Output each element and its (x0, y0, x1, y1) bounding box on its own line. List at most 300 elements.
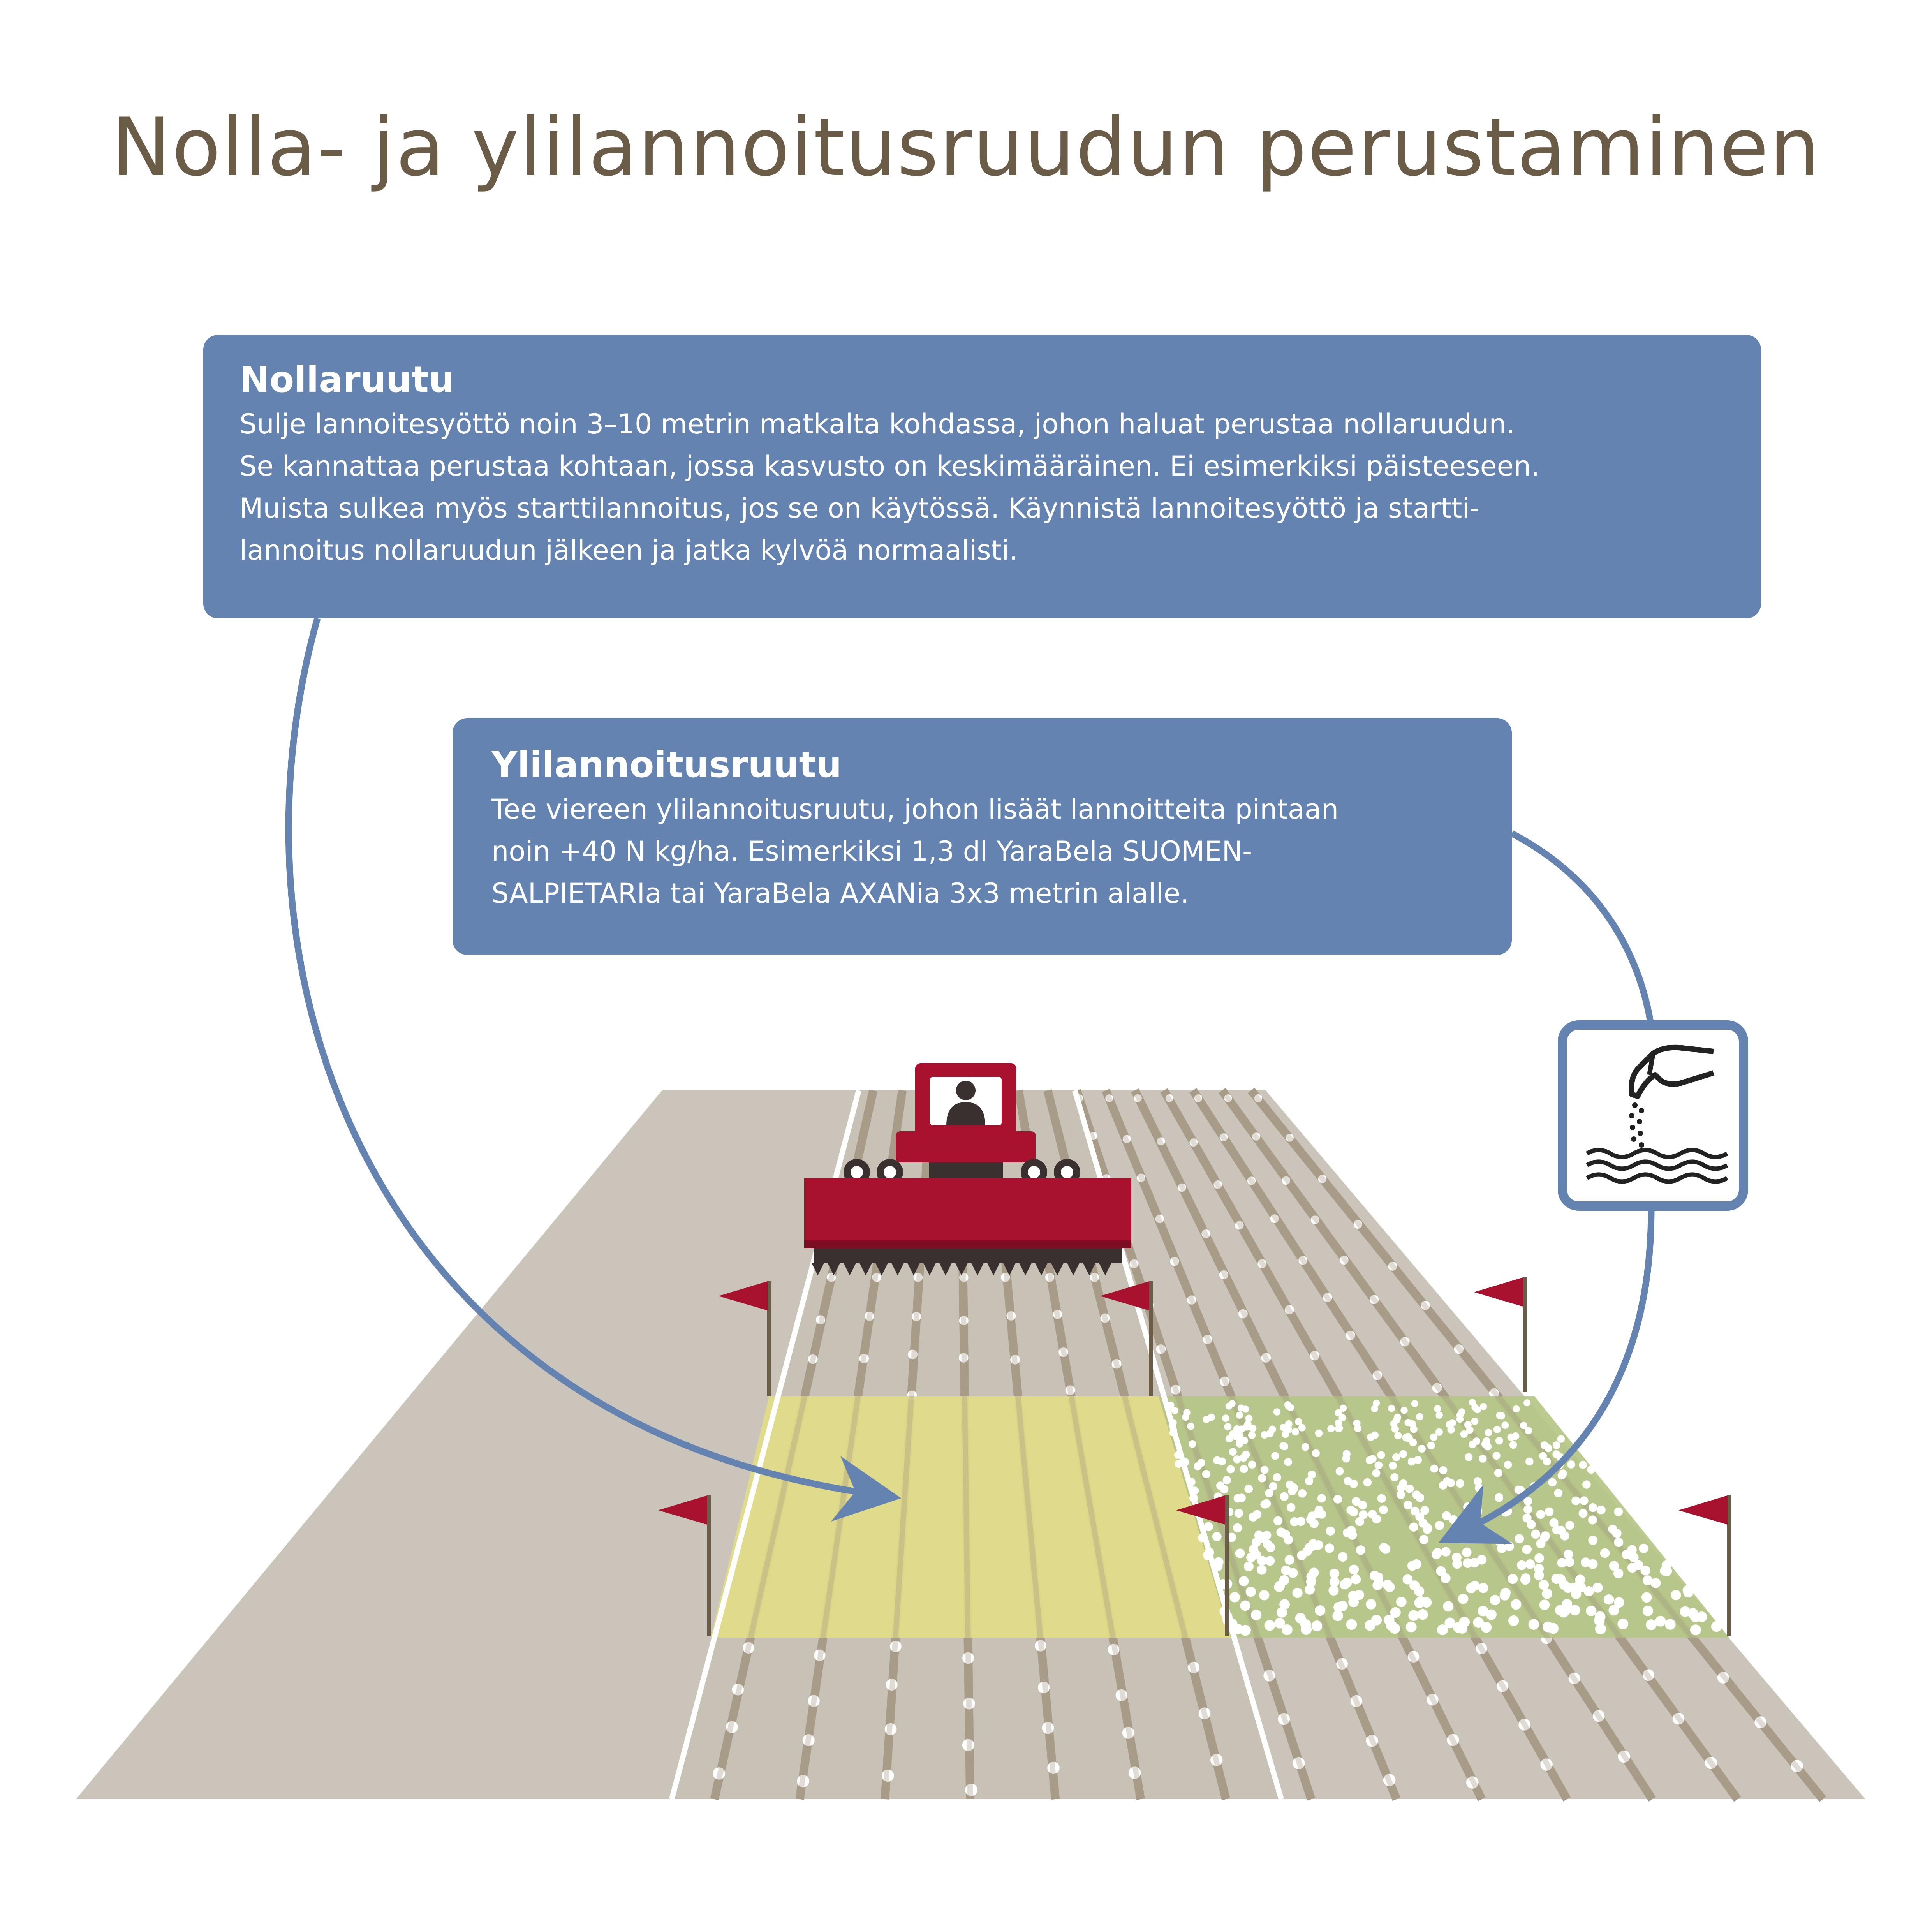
granule (1183, 1409, 1190, 1416)
granule (1534, 1571, 1544, 1581)
granule (1279, 1599, 1290, 1610)
granule (1254, 1530, 1264, 1540)
granule (1548, 1478, 1557, 1487)
granule (1277, 1528, 1287, 1537)
granule (1290, 1484, 1298, 1493)
granule (1248, 1460, 1256, 1469)
granule (1469, 1399, 1476, 1406)
granule (1305, 1477, 1313, 1485)
granule (1560, 1531, 1569, 1541)
granule (1430, 1465, 1438, 1473)
granule (1492, 1452, 1500, 1460)
granule (1495, 1493, 1503, 1502)
granule (1483, 1530, 1492, 1540)
granule (1539, 1580, 1549, 1590)
granule (1229, 1592, 1240, 1602)
granule (1608, 1605, 1619, 1615)
granule (1412, 1490, 1421, 1499)
granule (1411, 1400, 1418, 1407)
granule (1239, 1576, 1249, 1586)
granule (1244, 1485, 1253, 1493)
granule (1404, 1419, 1412, 1426)
granule (1587, 1465, 1595, 1474)
granule (1312, 1509, 1321, 1518)
red-flag-icon (1678, 1495, 1728, 1525)
granule (1466, 1583, 1476, 1593)
granule (1581, 1557, 1590, 1567)
granule (1216, 1481, 1225, 1490)
granule (1593, 1583, 1603, 1593)
granule (1646, 1619, 1657, 1630)
granule (1202, 1470, 1210, 1478)
granule (1495, 1537, 1504, 1546)
granule (1311, 1620, 1322, 1631)
zero-plot-info-box (203, 335, 1761, 618)
granule (1522, 1545, 1532, 1554)
granule (1608, 1525, 1617, 1534)
granule (1542, 1589, 1552, 1599)
granule (1551, 1574, 1561, 1584)
granule (1408, 1610, 1419, 1621)
granule (1262, 1499, 1271, 1508)
granule (1377, 1451, 1385, 1459)
granule (1586, 1606, 1596, 1616)
granule (1237, 1493, 1246, 1502)
granule (1627, 1545, 1636, 1554)
granule (1358, 1501, 1367, 1509)
granule (1302, 1443, 1309, 1451)
granule (1557, 1435, 1565, 1443)
granule (1370, 1571, 1380, 1581)
zero-plot-heading: Nollaruutu (240, 359, 454, 400)
granule (1233, 1523, 1242, 1532)
granule (1521, 1573, 1531, 1583)
granule (1479, 1455, 1486, 1462)
granule (1344, 1477, 1352, 1485)
granule (1490, 1595, 1500, 1605)
granule (1462, 1548, 1472, 1557)
granule (1439, 1466, 1447, 1474)
granule (1567, 1460, 1575, 1469)
granule (1493, 1426, 1501, 1433)
granule (1315, 1605, 1325, 1616)
overfert-plot-text-line: noin +40 N kg/ha. Esimerkiksi 1,3 dl YaraBela SUOMEN- (491, 835, 1252, 867)
granule (1459, 1617, 1470, 1627)
granule (1504, 1461, 1512, 1469)
granule (1236, 1435, 1244, 1443)
granule (1301, 1624, 1312, 1635)
granule (1409, 1523, 1418, 1532)
granule (1415, 1512, 1424, 1521)
granule (1373, 1400, 1380, 1407)
granule (1565, 1521, 1574, 1530)
granule (1466, 1426, 1473, 1434)
granule (1511, 1599, 1522, 1610)
granule (1458, 1529, 1468, 1538)
granule (1442, 1511, 1451, 1520)
granule (1536, 1510, 1545, 1519)
granule (1245, 1415, 1253, 1422)
granule (1553, 1441, 1560, 1449)
granule (1501, 1421, 1509, 1429)
granule (1240, 1465, 1248, 1473)
zero-plot-text-line: Muista sulkea myös starttilannoitus, jos se on käytössä. Käynnistä lannoitesyöttö ja startti- (240, 492, 1480, 524)
granule (1643, 1575, 1653, 1585)
granule (1588, 1536, 1597, 1545)
granule (1315, 1430, 1323, 1437)
granule (1470, 1558, 1479, 1567)
granule (1235, 1509, 1243, 1518)
granule (1554, 1489, 1562, 1497)
granule (1641, 1592, 1652, 1603)
granule (1288, 1568, 1298, 1578)
granule (1383, 1580, 1393, 1590)
granule (1614, 1508, 1623, 1516)
granule (1347, 1526, 1356, 1535)
granule (1222, 1414, 1229, 1422)
granule (1696, 1611, 1707, 1622)
granule (1394, 1432, 1402, 1439)
granule (1447, 1479, 1455, 1487)
granule (1515, 1534, 1524, 1543)
granule (1390, 1473, 1398, 1481)
granule (1265, 1489, 1273, 1497)
granule (1368, 1510, 1377, 1519)
granule (1634, 1560, 1643, 1570)
granule (1419, 1535, 1428, 1544)
granule (1355, 1517, 1364, 1526)
granule (1435, 1428, 1443, 1436)
granule (1618, 1619, 1629, 1629)
granule (1434, 1405, 1441, 1412)
granule (1273, 1473, 1281, 1481)
granule (1261, 1466, 1269, 1474)
granule (1405, 1435, 1413, 1442)
granule (1456, 1412, 1464, 1419)
granule (1282, 1430, 1289, 1438)
granule (1248, 1431, 1256, 1439)
granule (1292, 1588, 1302, 1598)
granule (1249, 1425, 1256, 1432)
granule (1509, 1441, 1517, 1449)
granule (1609, 1561, 1619, 1571)
granule (1389, 1462, 1397, 1470)
granule (1252, 1510, 1261, 1519)
granule (1441, 1547, 1451, 1557)
granule (1444, 1618, 1455, 1629)
granule (1229, 1448, 1237, 1456)
granule (1273, 1408, 1280, 1415)
granule (1443, 1601, 1453, 1611)
granule (1348, 1597, 1359, 1607)
granule (1417, 1609, 1428, 1620)
granule (1235, 1548, 1245, 1558)
granule (1328, 1585, 1338, 1596)
granule (1349, 1565, 1359, 1574)
granule (1508, 1615, 1519, 1626)
granule (1523, 1505, 1532, 1514)
granule (1365, 1620, 1375, 1631)
granule (1257, 1565, 1266, 1574)
granule (1579, 1509, 1588, 1518)
granule (1374, 1461, 1383, 1469)
granule (1452, 1553, 1462, 1562)
granule (1595, 1611, 1605, 1622)
granule (1399, 1450, 1407, 1458)
granule (1436, 1566, 1446, 1576)
overfert-plot-heading: Ylilannoitusruutu (491, 744, 842, 785)
granule (1473, 1507, 1482, 1516)
granule (1371, 1432, 1379, 1439)
granule (1485, 1429, 1492, 1436)
granule (1226, 1435, 1233, 1442)
granule (1203, 1416, 1210, 1423)
granule (1368, 1455, 1376, 1463)
granule (1595, 1624, 1606, 1634)
granule (1527, 1520, 1536, 1529)
granule (1404, 1501, 1412, 1509)
granule (1346, 1619, 1357, 1630)
granule (1279, 1442, 1287, 1450)
granule (1265, 1620, 1275, 1631)
granule (1523, 1399, 1530, 1406)
granule (1284, 1458, 1292, 1466)
granule (1274, 1618, 1285, 1629)
zero-plot-text-line: Se kannattaa perustaa kohtaan, jossa kasvusto on keskimääräinen. Ei esimerkiksi päisteeseen. (240, 450, 1540, 482)
granule (1351, 1574, 1361, 1585)
granule (1543, 1458, 1551, 1466)
granule (1559, 1580, 1569, 1590)
granule (1407, 1561, 1417, 1571)
granule (1335, 1425, 1342, 1432)
granule (1279, 1575, 1289, 1585)
granule (1381, 1544, 1390, 1553)
granule (1189, 1440, 1196, 1448)
granule (1392, 1453, 1400, 1461)
granule (1512, 1432, 1519, 1440)
granule (1525, 1427, 1532, 1434)
granule (1588, 1515, 1597, 1524)
granule (1582, 1480, 1591, 1489)
granule (1388, 1405, 1395, 1412)
granule (1391, 1425, 1399, 1433)
granule (1366, 1599, 1376, 1610)
granule (1496, 1412, 1504, 1419)
page-title: Nolla- ja ylilannoitusruudun perustaminen (111, 101, 1821, 194)
granule (1292, 1428, 1299, 1435)
granule (1639, 1544, 1648, 1553)
granule (1233, 1455, 1241, 1463)
granule (1575, 1574, 1585, 1585)
granule (1261, 1431, 1268, 1439)
overfertilization-plot-info-box (453, 718, 1512, 955)
granule (1327, 1425, 1335, 1432)
granule (1680, 1606, 1691, 1617)
granule (1614, 1537, 1623, 1547)
granule (1406, 1622, 1417, 1633)
granule (1525, 1559, 1535, 1569)
granule (1405, 1485, 1414, 1493)
granule (1508, 1574, 1518, 1584)
granule (1258, 1474, 1266, 1482)
zero-plot-text-line: Sulje lannoitesyöttö noin 3–10 metrin matkalta kohdassa, johon haluat perustaa nollaruudun. (240, 408, 1515, 440)
granule (1213, 1456, 1221, 1465)
granule (1525, 1458, 1534, 1466)
granule (1285, 1555, 1294, 1565)
granule (1403, 1574, 1413, 1585)
overfert-plot-text-line: Tee viereen ylilannoitusruutu, johon lisäät lannoitteita pintaan (491, 793, 1339, 825)
granule (1539, 1600, 1550, 1610)
red-flag-icon (1474, 1277, 1523, 1307)
granule (1558, 1471, 1566, 1479)
granule (1481, 1440, 1489, 1448)
granule (1354, 1425, 1361, 1432)
granule (1435, 1411, 1443, 1419)
granule (1517, 1560, 1527, 1570)
granule (1280, 1492, 1289, 1501)
granule (1400, 1407, 1407, 1414)
granule (1423, 1523, 1432, 1532)
granule (1336, 1467, 1344, 1475)
granule (1465, 1453, 1472, 1461)
granule (1480, 1403, 1487, 1410)
granule (1655, 1616, 1666, 1627)
granule (1249, 1545, 1258, 1554)
granule (1536, 1539, 1545, 1548)
granule (1342, 1455, 1350, 1462)
granule (1410, 1425, 1418, 1433)
granule (1340, 1579, 1350, 1589)
granule (1463, 1502, 1472, 1511)
granule (1330, 1577, 1340, 1587)
granule (1187, 1423, 1194, 1430)
granule (1472, 1437, 1480, 1445)
granule (1346, 1506, 1355, 1515)
granule (1439, 1481, 1448, 1490)
granule (1545, 1508, 1554, 1516)
granule (1363, 1478, 1372, 1487)
hand-spreading-fertilizer-icon (1562, 1025, 1744, 1206)
granule (1471, 1418, 1478, 1425)
granule (1236, 1412, 1243, 1419)
granule (1531, 1530, 1540, 1539)
granule (1543, 1622, 1553, 1633)
granule (1541, 1441, 1548, 1449)
granule (1269, 1425, 1276, 1433)
granule (1643, 1606, 1653, 1616)
granule (1604, 1594, 1614, 1605)
granule (1295, 1418, 1302, 1425)
granule (1513, 1405, 1520, 1412)
granule (1549, 1518, 1558, 1527)
granule (1379, 1505, 1388, 1514)
granule (1386, 1620, 1397, 1631)
granule (1432, 1550, 1441, 1559)
granule (1223, 1476, 1231, 1484)
granule (1665, 1619, 1676, 1630)
granule (1408, 1458, 1416, 1466)
granule (1312, 1449, 1320, 1457)
granule (1287, 1503, 1296, 1512)
granule (1529, 1619, 1539, 1630)
granule (1447, 1426, 1455, 1434)
granule (1310, 1519, 1319, 1528)
granule (1579, 1461, 1587, 1469)
granule (1240, 1600, 1250, 1611)
granule (1337, 1601, 1348, 1611)
granule (1505, 1542, 1514, 1551)
granule (1242, 1405, 1249, 1412)
granule (1580, 1496, 1588, 1505)
granule (1571, 1497, 1580, 1505)
zero-plot-text-line: lannoitus nollaruudun jälkeen ja jatka kylvöä normaalisti. (240, 534, 1018, 566)
granule (1284, 1535, 1293, 1545)
granule (1309, 1568, 1319, 1578)
overfert-plot-text-line: SALPIETARIa tai YaraBela AXANia 3x3 metrin alalle. (491, 877, 1189, 909)
granule (1456, 1479, 1465, 1488)
granule (1660, 1566, 1670, 1576)
granule (1377, 1494, 1386, 1503)
granule (1335, 1409, 1342, 1416)
granule (1600, 1548, 1610, 1558)
granule (1372, 1469, 1380, 1477)
granule (1560, 1605, 1571, 1616)
granule (1271, 1452, 1279, 1460)
granule (1317, 1494, 1326, 1502)
granule (1494, 1469, 1502, 1477)
granule (1194, 1462, 1202, 1471)
granule (1449, 1419, 1456, 1427)
granule (1500, 1590, 1510, 1600)
overfert-arrow-top (1512, 833, 1651, 1026)
granule (1306, 1577, 1316, 1587)
granule (1338, 1552, 1348, 1562)
granule (1458, 1594, 1469, 1604)
granule (1298, 1489, 1307, 1498)
granule (1246, 1587, 1256, 1597)
granule (1356, 1545, 1365, 1555)
granule (1435, 1521, 1444, 1530)
granule (1418, 1445, 1426, 1453)
granule (1212, 1532, 1222, 1541)
granule (1325, 1543, 1334, 1553)
granule (1259, 1590, 1269, 1600)
granule (1243, 1423, 1250, 1431)
granule (1240, 1625, 1251, 1636)
granule (1495, 1437, 1503, 1445)
granule (1394, 1414, 1401, 1421)
granule (1290, 1517, 1299, 1526)
granule (1244, 1562, 1254, 1571)
granule (1552, 1450, 1560, 1458)
granule (1597, 1506, 1606, 1515)
granule (1711, 1621, 1722, 1632)
granule (1333, 1495, 1342, 1504)
granule (1427, 1442, 1435, 1449)
granule (1589, 1503, 1597, 1512)
granule (1683, 1585, 1693, 1595)
granule (1273, 1516, 1282, 1525)
granule (1326, 1526, 1335, 1536)
granule (1416, 1413, 1423, 1421)
granule (1280, 1424, 1287, 1431)
granule (1226, 1465, 1235, 1473)
granule (1584, 1586, 1594, 1596)
granule (1564, 1550, 1573, 1559)
granule (1224, 1423, 1231, 1430)
granule (1671, 1590, 1681, 1600)
granule (1414, 1586, 1424, 1596)
